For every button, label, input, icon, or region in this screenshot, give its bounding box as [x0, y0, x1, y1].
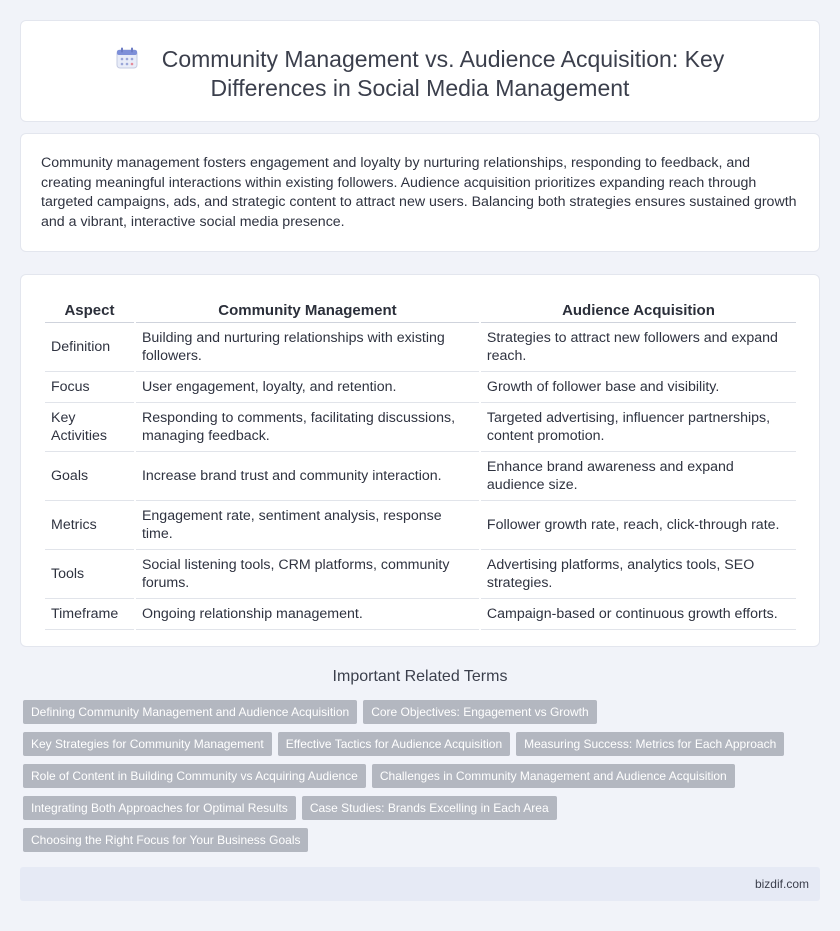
table-row — [45, 372, 796, 403]
related-term-tag[interactable]: Challenges in Community Management and Audience Acquisition — [372, 764, 735, 788]
table-header-row — [45, 295, 796, 323]
related-term-tag[interactable]: Choosing the Right Focus for Your Business Goals — [23, 828, 308, 852]
cell-community: Responding to comments, facilitating discussions, managing feedback. — [136, 403, 479, 452]
cell-acquisition: Advertising platforms, analytics tools, SEO strategies. — [481, 550, 796, 599]
title-line-2: Differences in Social Media Management — [210, 75, 630, 101]
header-card — [20, 20, 820, 122]
cell-community: Building and nurturing relationships with existing followers. — [136, 323, 479, 372]
cell-acquisition: Growth of follower base and visibility. — [481, 372, 796, 403]
header-audience-acquisition: Audience Acquisition — [481, 295, 796, 323]
table-row — [45, 501, 796, 550]
cell-community: Engagement rate, sentiment analysis, response time. — [136, 501, 479, 550]
cell-aspect: Tools — [45, 550, 134, 599]
cell-community: Ongoing relationship management. — [136, 599, 479, 630]
cell-acquisition: Targeted advertising, influencer partnerships, content promotion. — [481, 403, 796, 452]
header-aspect: Aspect — [45, 295, 134, 323]
related-term-tag[interactable]: Effective Tactics for Audience Acquisition — [278, 732, 510, 756]
related-term-tag[interactable]: Defining Community Management and Audience Acquisition — [23, 700, 357, 724]
cell-community: Social listening tools, CRM platforms, community forums. — [136, 550, 479, 599]
related-term-tag[interactable]: Key Strategies for Community Management — [23, 732, 272, 756]
table-row — [45, 599, 796, 630]
calendar-icon — [116, 47, 138, 69]
cell-acquisition: Strategies to attract new followers and expand reach. — [481, 323, 796, 372]
intro-paragraph: Community management fosters engagement and loyalty by nurturing relationships, responding to feedback, and creating meaningful interactions within existing followers. Audience acquisition prioritizes expanding reach through targeted campaigns, ads, and strategic content to attract new users. Balancing both strategies ensures sustained growth and a vibrant, interactive social media presence. — [41, 155, 797, 230]
footer-site-name[interactable]: bizdif.com — [754, 877, 809, 891]
title-line-1: Community Management vs. Audience Acquisition: Key — [161, 46, 725, 72]
table-row — [45, 550, 796, 599]
comparison-card — [20, 274, 820, 647]
related-term-tag[interactable]: Case Studies: Brands Excelling in Each Area — [302, 796, 557, 820]
related-term-tag[interactable]: Role of Content in Building Community vs Acquiring Audience — [23, 764, 366, 788]
cell-aspect: Goals — [45, 452, 134, 501]
related-terms-title: Important Related Terms — [332, 668, 508, 685]
cell-aspect: Metrics — [45, 501, 134, 550]
cell-acquisition: Follower growth rate, reach, click-through rate. — [481, 501, 796, 550]
comparison-table — [43, 295, 798, 630]
cell-aspect: Definition — [45, 323, 134, 372]
cell-community: User engagement, loyalty, and retention. — [136, 372, 479, 403]
related-term-tag[interactable]: Measuring Success: Metrics for Each Approach — [516, 732, 784, 756]
intro-card — [20, 133, 820, 252]
related-terms-list — [23, 700, 823, 860]
cell-aspect: Key Activities — [45, 403, 134, 452]
related-term-tag[interactable]: Integrating Both Approaches for Optimal Results — [23, 796, 296, 820]
cell-acquisition: Campaign-based or continuous growth efforts. — [481, 599, 796, 630]
table-row — [45, 323, 796, 372]
cell-aspect: Focus — [45, 372, 134, 403]
table-row — [45, 452, 796, 501]
page-title — [21, 45, 819, 103]
cell-aspect: Timeframe — [45, 599, 134, 630]
table-row — [45, 403, 796, 452]
cell-community: Increase brand trust and community interaction. — [136, 452, 479, 501]
header-community-management: Community Management — [136, 295, 479, 323]
related-term-tag[interactable]: Core Objectives: Engagement vs Growth — [363, 700, 596, 724]
cell-acquisition: Enhance brand awareness and expand audience size. — [481, 452, 796, 501]
footer — [20, 867, 820, 901]
